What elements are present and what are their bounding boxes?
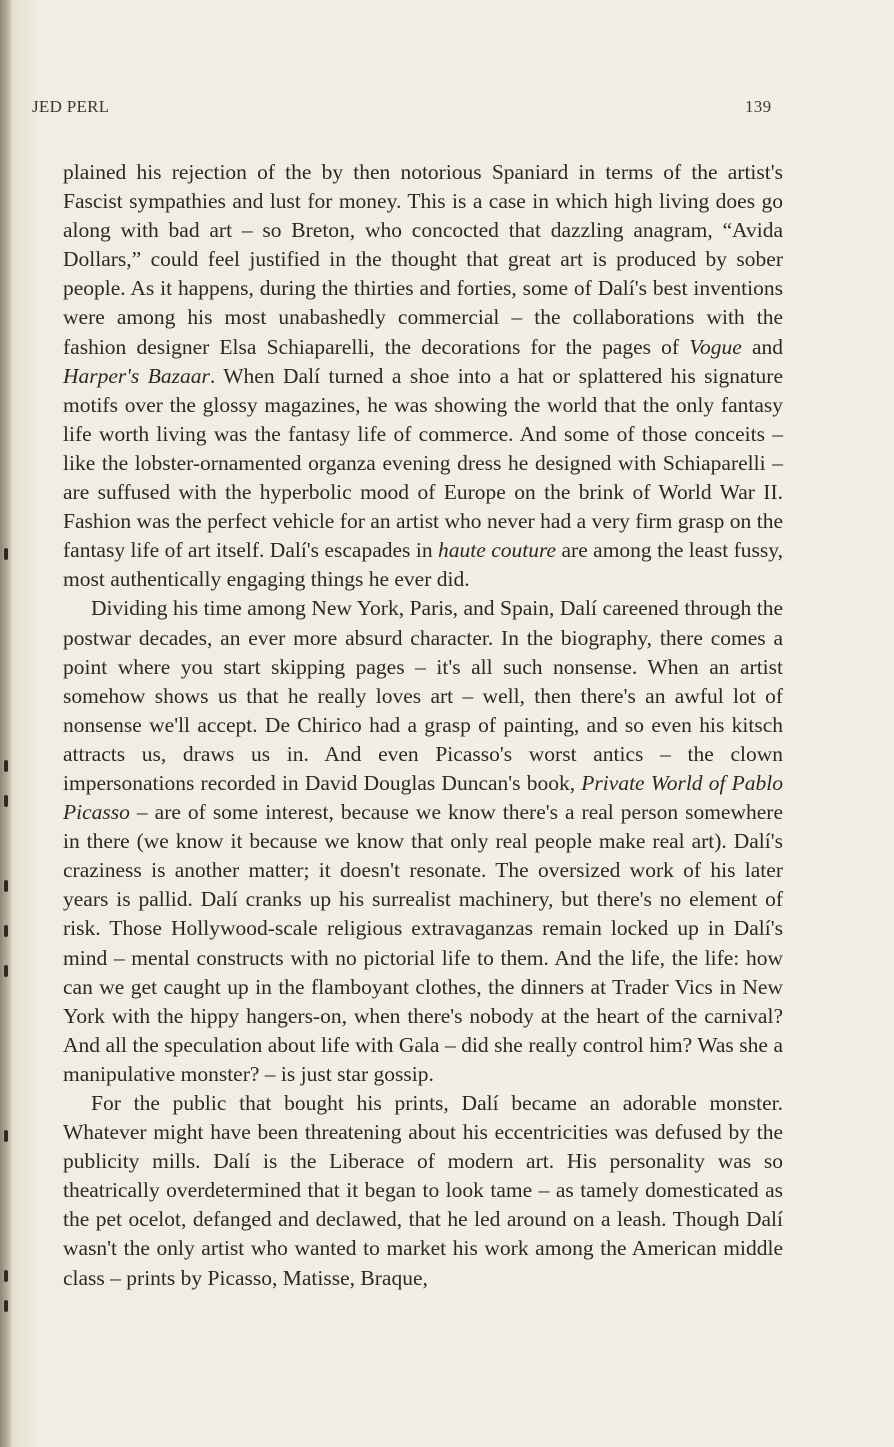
text-run: . When Dalí turned a shoe into a hat or splattered his signature motifs over the glossy magazines, he was showing the world that the only fantasy life worth living was the fantasy life of commerce. And some of those conceits – like the lobster-ornamented organza evening dress he designed with Schiaparelli – are suffused with the hyperbolic mood of Europe on the brink of World War II. Fashion was the perfect vehicle for an artist who never had a very firm grasp on the fantasy life of art itself. Dalí's escapades in xyxy=(63,363,783,563)
text-run: For the public that bought his prints, Dalí became an adorable monster. Whatever might have been threatening about his eccentricities was defused by the publicity mills. Dalí is the Liberace of modern art. His personality was so theatrically overdetermined that it began to look tame – as tamely domesticated as the pet ocelot, defanged and declawed, that he led around on a leash. Though Dalí wasn't the only artist who wanted to market his work among the American middle class – prints by Picasso, Matisse, Braque, xyxy=(63,1091,783,1290)
paragraph-3 xyxy=(63,1089,783,1293)
italic-title-private-world: Private World of Pablo Picasso xyxy=(63,770,783,825)
paragraph-2 xyxy=(63,594,783,1089)
margin-ink-mark xyxy=(4,965,8,977)
margin-ink-mark xyxy=(4,1300,8,1312)
margin-ink-mark xyxy=(4,1130,8,1142)
page-number: 139 xyxy=(745,97,772,116)
margin-ink-mark xyxy=(4,760,8,772)
running-head-author: JED PERL xyxy=(32,97,110,116)
italic-term-haute-couture: haute couture xyxy=(438,538,557,563)
text-run: – are of some interest, because we know there's a real person somewhere in there (we know it because we know that only real people make real art). Dalí's craziness is another matter; it doesn't resonate. The oversized work of his later years is pallid. Dalí cranks up his surrealist machinery, but there's no element of risk. Those Hollywood-scale religious extravaganzas remain locked up in Dalí's mind – mental constructs with no pictorial life to them. And the life, the life: how can we get caught up in the flamboyant clothes, the dinners at Trader Vics in New York with the hippy hangers-on, when there's nobody at the heart of the carnival? And all the speculation about life with Gala – did she really control him? Was she a manipulative monster? – is just star gossip. xyxy=(63,800,783,1086)
text-run: and xyxy=(741,334,783,359)
text-run: plained his rejection of the by then notorious Spaniard in terms of the artist's Fascist sympathies and lust for money. This is a case in which high living does go along with bad art – so Breton, who concocted that dazzling anagram, “Avida Dollars,” could feel justified in the thought that great art is produced by sober people. As it happens, during the thirties and forties, some of Dalí's best inventions were among his most unabashedly commercial – the collaborations with the fashion designer Elsa Schiaparelli, the decorations for the pages of xyxy=(63,160,783,359)
text-run: Dividing his time among New York, Paris, and Spain, Dalí careened through the postwar decades, an ever more absurd character. In the biography, there comes a point where you start skipping pages – it's all such nonsense. When an artist somehow shows us that he really loves art – well, then there's an awful lot of nonsense we'll accept. De Chirico had a grasp of painting, and so even his kitsch attracts us, draws us in. And even Picasso's worst antics – the clown impersonations recorded in David Douglas Duncan's book, xyxy=(63,596,783,795)
margin-ink-mark xyxy=(4,925,8,937)
text-run: are among the least fussy, most authentically engaging things he ever did. xyxy=(63,538,783,592)
page-gutter-shadow xyxy=(0,0,12,1447)
running-head xyxy=(0,97,894,121)
body-text xyxy=(63,158,783,1293)
margin-ink-mark xyxy=(4,880,8,892)
italic-title-harpers-bazaar: Harper's Bazaar xyxy=(63,363,210,388)
margin-ink-mark xyxy=(4,795,8,807)
margin-ink-mark xyxy=(4,1270,8,1282)
paragraph-1 xyxy=(63,158,783,594)
margin-ink-mark xyxy=(4,548,8,560)
italic-title-vogue: Vogue xyxy=(689,334,742,359)
